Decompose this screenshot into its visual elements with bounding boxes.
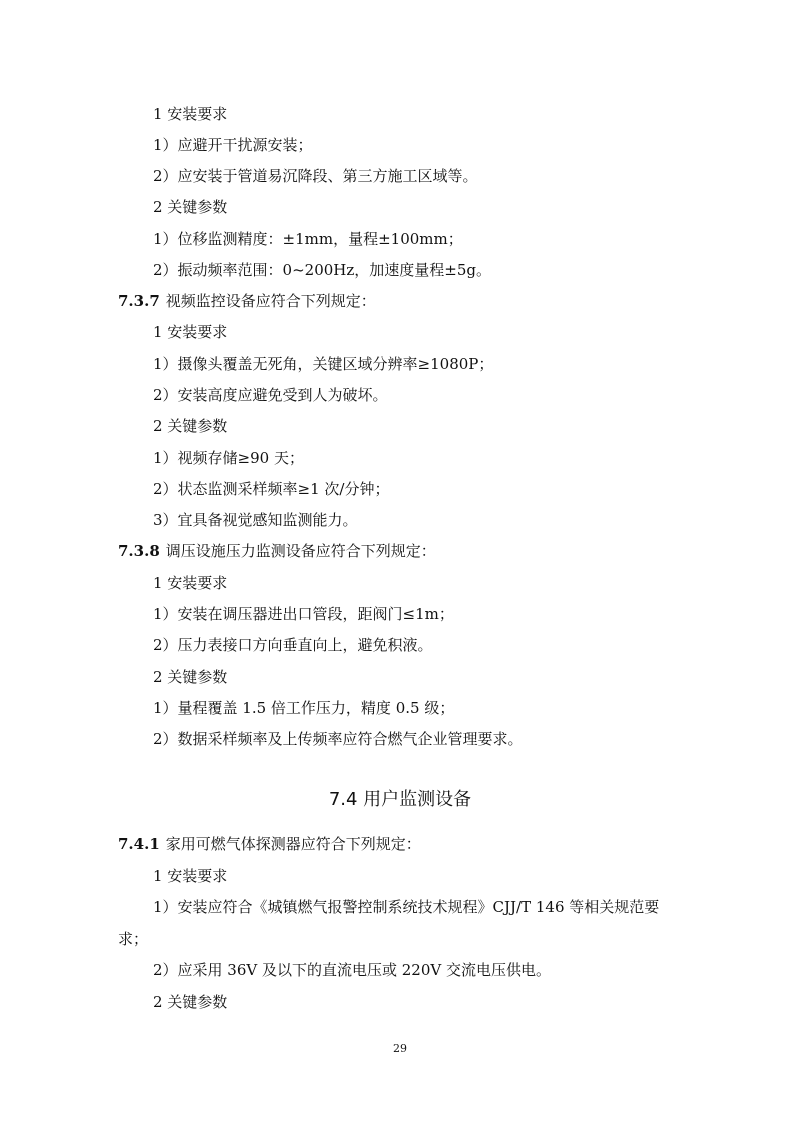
clause-text: 视频监控设备应符合下列规定：: [165, 292, 376, 310]
list-item: 1）摄像头覆盖无死角，关键区域分辨率≥1080P；: [153, 355, 494, 373]
clause-number: 7.3.8: [118, 542, 160, 560]
list-item: 2）安装高度应避免受到人为破坏。: [153, 386, 388, 404]
list-item: 2）压力表接口方向垂直向上，避免积液。: [153, 636, 433, 654]
list-item: 1）视频存储≥90 天；: [153, 449, 304, 467]
parameter-heading: 2 关键参数: [153, 198, 228, 216]
requirement-heading: 1 安装要求: [153, 323, 228, 341]
requirement-heading: 1 安装要求: [153, 574, 228, 592]
clause-7-3-7: [118, 291, 376, 311]
parameter-heading: 2 关键参数: [153, 668, 228, 686]
list-item: 3）宜具备视觉感知监测能力。: [153, 511, 358, 529]
page-number: 29: [393, 1042, 407, 1055]
list-item: 2）振动频率范围：0~200Hz，加速度量程±5g。: [153, 261, 491, 279]
parameter-heading: 2 关键参数: [153, 993, 228, 1011]
section-heading: 7.4 用户监测设备: [328, 789, 472, 810]
clause-7-3-8: [118, 541, 436, 561]
clause-text: 调压设施压力监测设备应符合下列规定：: [165, 542, 436, 560]
list-item: 2）应采用 36V 及以下的直流电压或 220V 交流电压供电。: [153, 961, 552, 979]
clause-number: 7.3.7: [118, 292, 160, 310]
list-item: 1）应避开干扰源安装；: [153, 136, 313, 154]
list-item: 1）安装应符合《城镇燃气报警控制系统技术规程》CJJ/T 146 等相关规范要: [153, 898, 660, 916]
list-item: 1）位移监测精度：±1mm，量程±100mm；: [153, 230, 463, 248]
list-item: 1）安装在调压器进出口管段，距阀门≤1m；: [153, 605, 454, 623]
requirement-heading: 1 安装要求: [153, 105, 228, 123]
list-item: 2）数据采样频率及上传频率应符合燃气企业管理要求。: [153, 730, 523, 748]
requirement-heading: 1 安装要求: [153, 867, 228, 885]
clause-number: 7.4.1: [118, 835, 160, 853]
clause-text: 家用可燃气体探测器应符合下列规定：: [165, 835, 421, 853]
list-item: 2）应安装于管道易沉降段、第三方施工区域等。: [153, 167, 478, 185]
parameter-heading: 2 关键参数: [153, 417, 228, 435]
list-item: 2）状态监测采样频率≥1 次/分钟；: [153, 480, 390, 498]
list-item: 1）量程覆盖 1.5 倍工作压力，精度 0.5 级；: [153, 699, 455, 717]
list-item-continuation: 求；: [118, 930, 149, 948]
clause-7-4-1: [118, 834, 421, 854]
